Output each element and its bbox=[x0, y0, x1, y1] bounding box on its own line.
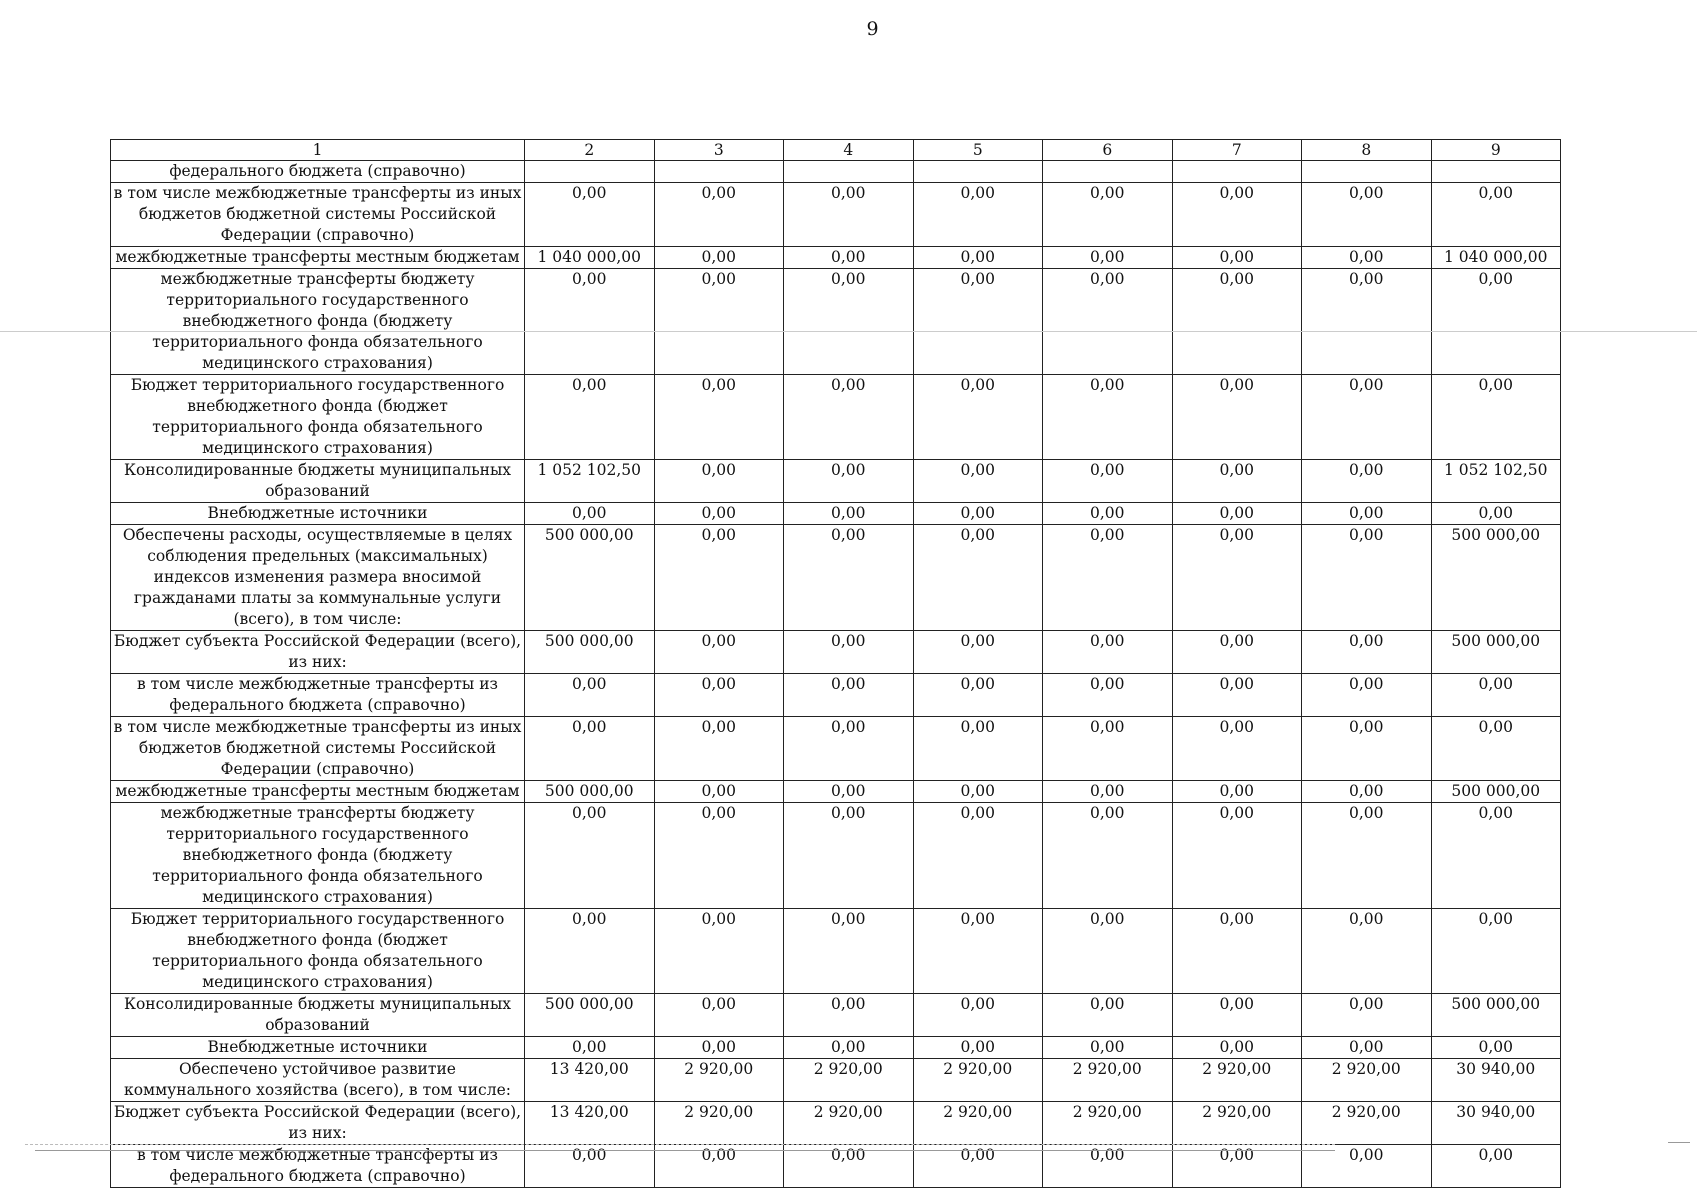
value-cell: 0,00 bbox=[1172, 803, 1302, 909]
value-cell: 0,00 bbox=[784, 781, 914, 803]
value-cell bbox=[1043, 161, 1173, 183]
value-cell: 0,00 bbox=[913, 781, 1043, 803]
value-cell: 0,00 bbox=[784, 525, 914, 631]
value-cell: 0,00 bbox=[1043, 269, 1173, 375]
value-cell: 0,00 bbox=[654, 503, 784, 525]
value-cell bbox=[525, 161, 655, 183]
row-label: Обеспечено устойчивое развитие коммунального хозяйства (всего), в том числе: bbox=[111, 1059, 525, 1102]
table-row bbox=[111, 781, 1561, 803]
value-cell: 0,00 bbox=[1172, 375, 1302, 460]
value-cell: 0,00 bbox=[1043, 781, 1173, 803]
value-cell: 500 000,00 bbox=[1431, 525, 1561, 631]
value-cell: 0,00 bbox=[1172, 247, 1302, 269]
column-header: 3 bbox=[654, 140, 784, 161]
value-cell: 0,00 bbox=[1043, 1145, 1173, 1188]
scan-rule bbox=[0, 331, 1697, 332]
column-header: 4 bbox=[784, 140, 914, 161]
scan-rule bbox=[1668, 1142, 1690, 1143]
value-cell: 0,00 bbox=[784, 1037, 914, 1059]
value-cell: 0,00 bbox=[1431, 803, 1561, 909]
value-cell: 0,00 bbox=[913, 1037, 1043, 1059]
table-row bbox=[111, 803, 1561, 909]
value-cell: 0,00 bbox=[1431, 674, 1561, 717]
row-label: Бюджет территориального государственного внебюджетного фонда (бюджет территориального фонда обязательного медицинского страхования) bbox=[111, 375, 525, 460]
value-cell: 0,00 bbox=[1302, 183, 1432, 247]
column-header: 2 bbox=[525, 140, 655, 161]
value-cell: 0,00 bbox=[1043, 1037, 1173, 1059]
value-cell: 0,00 bbox=[1302, 909, 1432, 994]
value-cell: 2 920,00 bbox=[654, 1102, 784, 1145]
value-cell: 0,00 bbox=[913, 717, 1043, 781]
value-cell: 0,00 bbox=[1043, 375, 1173, 460]
value-cell: 2 920,00 bbox=[1172, 1102, 1302, 1145]
scan-rule bbox=[25, 1144, 1335, 1145]
row-label: Внебюджетные источники bbox=[111, 1037, 525, 1059]
value-cell: 0,00 bbox=[913, 1145, 1043, 1188]
value-cell: 2 920,00 bbox=[784, 1059, 914, 1102]
value-cell: 0,00 bbox=[784, 375, 914, 460]
value-cell: 0,00 bbox=[654, 803, 784, 909]
value-cell: 2 920,00 bbox=[1043, 1102, 1173, 1145]
row-label: Бюджет субъекта Российской Федерации (всего), из них: bbox=[111, 631, 525, 674]
row-label: Внебюджетные источники bbox=[111, 503, 525, 525]
value-cell: 0,00 bbox=[784, 803, 914, 909]
column-header: 9 bbox=[1431, 140, 1561, 161]
value-cell: 500 000,00 bbox=[1431, 631, 1561, 674]
value-cell: 0,00 bbox=[913, 183, 1043, 247]
value-cell: 0,00 bbox=[525, 803, 655, 909]
value-cell: 0,00 bbox=[525, 674, 655, 717]
value-cell: 0,00 bbox=[1043, 803, 1173, 909]
table-row bbox=[111, 994, 1561, 1037]
value-cell: 0,00 bbox=[913, 674, 1043, 717]
row-label: межбюджетные трансферты бюджету территориального государственного внебюджетного фонда (бюджету территориального фонда обязательного медицинского страхования) bbox=[111, 269, 525, 375]
value-cell: 0,00 bbox=[1043, 247, 1173, 269]
table-row bbox=[111, 460, 1561, 503]
column-header: 5 bbox=[913, 140, 1043, 161]
table-row bbox=[111, 247, 1561, 269]
value-cell: 0,00 bbox=[1431, 717, 1561, 781]
value-cell: 0,00 bbox=[654, 909, 784, 994]
value-cell: 0,00 bbox=[784, 909, 914, 994]
value-cell: 0,00 bbox=[913, 247, 1043, 269]
value-cell: 0,00 bbox=[654, 375, 784, 460]
value-cell: 0,00 bbox=[1302, 1037, 1432, 1059]
value-cell: 30 940,00 bbox=[1431, 1102, 1561, 1145]
table-row bbox=[111, 161, 1561, 183]
value-cell: 500 000,00 bbox=[1431, 994, 1561, 1037]
value-cell: 1 040 000,00 bbox=[525, 247, 655, 269]
table-row bbox=[111, 183, 1561, 247]
value-cell: 0,00 bbox=[784, 1145, 914, 1188]
value-cell: 1 052 102,50 bbox=[1431, 460, 1561, 503]
value-cell: 0,00 bbox=[784, 269, 914, 375]
value-cell: 0,00 bbox=[1172, 503, 1302, 525]
table-row bbox=[111, 909, 1561, 994]
value-cell: 0,00 bbox=[1043, 674, 1173, 717]
value-cell: 0,00 bbox=[784, 674, 914, 717]
value-cell: 0,00 bbox=[525, 909, 655, 994]
value-cell: 0,00 bbox=[913, 460, 1043, 503]
row-label: Консолидированные бюджеты муниципальных образований bbox=[111, 994, 525, 1037]
row-label: межбюджетные трансферты местным бюджетам bbox=[111, 781, 525, 803]
row-label: межбюджетные трансферты бюджету территориального государственного внебюджетного фонда (бюджету территориального фонда обязательного медицинского страхования) bbox=[111, 803, 525, 909]
value-cell: 0,00 bbox=[1172, 269, 1302, 375]
value-cell: 0,00 bbox=[654, 183, 784, 247]
value-cell: 0,00 bbox=[784, 631, 914, 674]
page-number: 9 bbox=[866, 18, 879, 40]
row-label: в том числе межбюджетные трансферты из федерального бюджета (справочно) bbox=[111, 674, 525, 717]
column-header: 7 bbox=[1172, 140, 1302, 161]
value-cell: 0,00 bbox=[1302, 247, 1432, 269]
value-cell: 0,00 bbox=[913, 375, 1043, 460]
table-body bbox=[111, 161, 1561, 1188]
value-cell: 0,00 bbox=[1043, 994, 1173, 1037]
value-cell: 2 920,00 bbox=[1172, 1059, 1302, 1102]
value-cell: 0,00 bbox=[525, 717, 655, 781]
table-row bbox=[111, 503, 1561, 525]
table-row bbox=[111, 674, 1561, 717]
value-cell: 0,00 bbox=[525, 269, 655, 375]
value-cell: 0,00 bbox=[1043, 503, 1173, 525]
value-cell: 0,00 bbox=[525, 1145, 655, 1188]
value-cell: 0,00 bbox=[1302, 503, 1432, 525]
table-row bbox=[111, 631, 1561, 674]
column-header: 1 bbox=[111, 140, 525, 161]
value-cell: 0,00 bbox=[913, 269, 1043, 375]
row-label: Бюджет субъекта Российской Федерации (всего), из них: bbox=[111, 1102, 525, 1145]
value-cell: 0,00 bbox=[913, 994, 1043, 1037]
value-cell: 0,00 bbox=[1172, 525, 1302, 631]
value-cell: 0,00 bbox=[654, 269, 784, 375]
value-cell: 0,00 bbox=[1431, 183, 1561, 247]
value-cell: 0,00 bbox=[1431, 503, 1561, 525]
table-header-row bbox=[111, 140, 1561, 161]
value-cell: 0,00 bbox=[1043, 525, 1173, 631]
value-cell: 0,00 bbox=[1172, 781, 1302, 803]
value-cell: 0,00 bbox=[784, 183, 914, 247]
value-cell: 0,00 bbox=[1172, 994, 1302, 1037]
value-cell: 2 920,00 bbox=[913, 1059, 1043, 1102]
value-cell bbox=[913, 161, 1043, 183]
value-cell: 0,00 bbox=[525, 503, 655, 525]
value-cell bbox=[1431, 161, 1561, 183]
value-cell: 0,00 bbox=[1302, 803, 1432, 909]
column-header: 8 bbox=[1302, 140, 1432, 161]
value-cell: 0,00 bbox=[1302, 674, 1432, 717]
value-cell: 0,00 bbox=[654, 1145, 784, 1188]
value-cell: 13 420,00 bbox=[525, 1059, 655, 1102]
value-cell: 500 000,00 bbox=[1431, 781, 1561, 803]
column-header: 6 bbox=[1043, 140, 1173, 161]
table-row bbox=[111, 375, 1561, 460]
row-label: в том числе межбюджетные трансферты из иных бюджетов бюджетной системы Российской Федерации (справочно) bbox=[111, 717, 525, 781]
value-cell: 0,00 bbox=[654, 717, 784, 781]
value-cell: 0,00 bbox=[913, 631, 1043, 674]
row-label: Консолидированные бюджеты муниципальных образований bbox=[111, 460, 525, 503]
value-cell: 0,00 bbox=[913, 503, 1043, 525]
table-row bbox=[111, 1037, 1561, 1059]
value-cell: 0,00 bbox=[654, 781, 784, 803]
value-cell: 0,00 bbox=[1172, 631, 1302, 674]
value-cell bbox=[1172, 161, 1302, 183]
value-cell: 2 920,00 bbox=[1043, 1059, 1173, 1102]
row-label: федерального бюджета (справочно) bbox=[111, 161, 525, 183]
value-cell: 0,00 bbox=[1043, 183, 1173, 247]
value-cell: 0,00 bbox=[1302, 269, 1432, 375]
value-cell: 0,00 bbox=[1172, 1145, 1302, 1188]
value-cell: 0,00 bbox=[525, 1037, 655, 1059]
value-cell: 0,00 bbox=[654, 674, 784, 717]
value-cell: 0,00 bbox=[525, 183, 655, 247]
table-row bbox=[111, 269, 1561, 375]
value-cell: 2 920,00 bbox=[654, 1059, 784, 1102]
value-cell: 1 052 102,50 bbox=[525, 460, 655, 503]
value-cell: 2 920,00 bbox=[913, 1102, 1043, 1145]
row-label: в том числе межбюджетные трансферты из иных бюджетов бюджетной системы Российской Федерации (справочно) bbox=[111, 183, 525, 247]
value-cell: 0,00 bbox=[1431, 1037, 1561, 1059]
value-cell: 0,00 bbox=[1302, 994, 1432, 1037]
value-cell: 1 040 000,00 bbox=[1431, 247, 1561, 269]
table-row bbox=[111, 717, 1561, 781]
value-cell: 30 940,00 bbox=[1431, 1059, 1561, 1102]
value-cell: 0,00 bbox=[654, 994, 784, 1037]
value-cell: 0,00 bbox=[1043, 717, 1173, 781]
value-cell: 0,00 bbox=[784, 503, 914, 525]
value-cell: 0,00 bbox=[784, 717, 914, 781]
value-cell: 0,00 bbox=[913, 525, 1043, 631]
value-cell: 500 000,00 bbox=[525, 781, 655, 803]
value-cell: 0,00 bbox=[1302, 525, 1432, 631]
row-label: межбюджетные трансферты местным бюджетам bbox=[111, 247, 525, 269]
value-cell: 13 420,00 bbox=[525, 1102, 655, 1145]
value-cell bbox=[654, 161, 784, 183]
value-cell: 0,00 bbox=[1172, 717, 1302, 781]
value-cell: 0,00 bbox=[1431, 909, 1561, 994]
value-cell: 0,00 bbox=[654, 525, 784, 631]
row-label: Бюджет территориального государственного внебюджетного фонда (бюджет территориального фонда обязательного медицинского страхования) bbox=[111, 909, 525, 994]
value-cell: 0,00 bbox=[1043, 631, 1173, 674]
value-cell: 2 920,00 bbox=[1302, 1102, 1432, 1145]
value-cell: 0,00 bbox=[1043, 460, 1173, 503]
value-cell: 0,00 bbox=[1302, 781, 1432, 803]
value-cell: 2 920,00 bbox=[784, 1102, 914, 1145]
value-cell: 0,00 bbox=[1431, 1145, 1561, 1188]
value-cell: 0,00 bbox=[525, 375, 655, 460]
value-cell: 0,00 bbox=[1172, 674, 1302, 717]
value-cell: 2 920,00 bbox=[1302, 1059, 1432, 1102]
value-cell bbox=[784, 161, 914, 183]
value-cell: 0,00 bbox=[784, 247, 914, 269]
value-cell: 0,00 bbox=[1302, 460, 1432, 503]
table-row bbox=[111, 525, 1561, 631]
row-label: в том числе межбюджетные трансферты из федерального бюджета (справочно) bbox=[111, 1145, 525, 1188]
value-cell: 0,00 bbox=[654, 1037, 784, 1059]
value-cell: 0,00 bbox=[1431, 375, 1561, 460]
value-cell: 0,00 bbox=[654, 460, 784, 503]
value-cell: 0,00 bbox=[913, 803, 1043, 909]
scan-rule bbox=[35, 1150, 1335, 1151]
value-cell: 0,00 bbox=[1172, 1037, 1302, 1059]
value-cell bbox=[1302, 161, 1432, 183]
value-cell: 0,00 bbox=[1172, 460, 1302, 503]
value-cell: 500 000,00 bbox=[525, 994, 655, 1037]
table-row bbox=[111, 1102, 1561, 1145]
value-cell: 0,00 bbox=[1172, 909, 1302, 994]
value-cell: 0,00 bbox=[654, 247, 784, 269]
value-cell: 0,00 bbox=[654, 631, 784, 674]
row-label: Обеспечены расходы, осуществляемые в целях соблюдения предельных (максимальных) индексов изменения размера вносимой гражданами платы за коммунальные услуги (всего), в том числе: bbox=[111, 525, 525, 631]
value-cell: 0,00 bbox=[1172, 183, 1302, 247]
table-row bbox=[111, 1059, 1561, 1102]
value-cell: 0,00 bbox=[1302, 375, 1432, 460]
value-cell: 0,00 bbox=[784, 460, 914, 503]
value-cell: 0,00 bbox=[1302, 1145, 1432, 1188]
value-cell: 0,00 bbox=[1431, 269, 1561, 375]
value-cell: 500 000,00 bbox=[525, 525, 655, 631]
value-cell: 0,00 bbox=[913, 909, 1043, 994]
value-cell: 0,00 bbox=[1302, 631, 1432, 674]
value-cell: 0,00 bbox=[1043, 909, 1173, 994]
value-cell: 0,00 bbox=[1302, 717, 1432, 781]
value-cell: 500 000,00 bbox=[525, 631, 655, 674]
value-cell: 0,00 bbox=[784, 994, 914, 1037]
budget-table bbox=[110, 139, 1561, 1188]
